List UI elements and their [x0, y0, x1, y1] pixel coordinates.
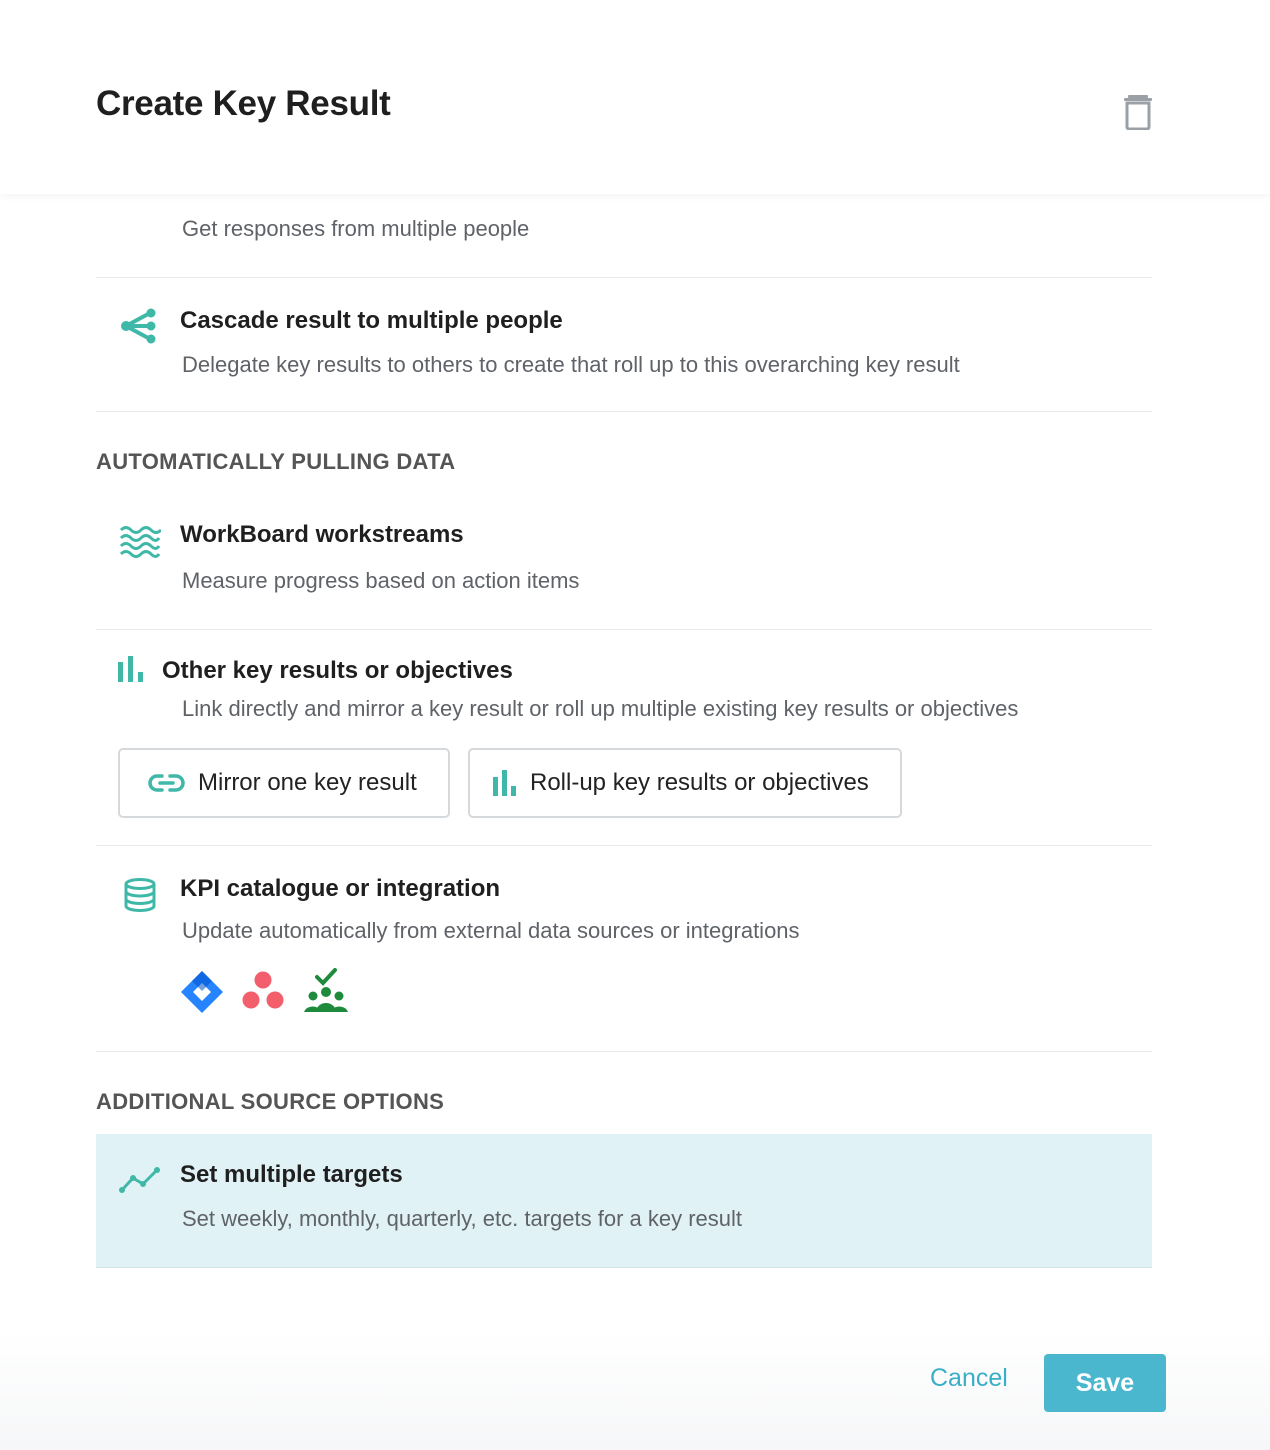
- option-description: Update automatically from external data sources or integrations: [182, 918, 800, 943]
- button-label: Roll-up key results or objectives: [530, 769, 869, 796]
- option-title: Other key results or objectives: [162, 657, 513, 684]
- option-description: Link directly and mirror a key result or roll up multiple existing key results or objectives: [182, 696, 1019, 721]
- mirror-key-result-button[interactable]: [118, 748, 450, 818]
- database-icon: [123, 878, 157, 912]
- cancel-button[interactable]: Cancel: [930, 1364, 1008, 1392]
- option-description: Set weekly, monthly, quarterly, etc. targets for a key result: [182, 1206, 743, 1231]
- page-title: Create Key Result: [96, 84, 391, 123]
- option-description: Delegate key results to others to create that roll up to this overarching key result: [182, 352, 960, 377]
- asana-icon: [240, 970, 286, 1012]
- divider: [96, 629, 1152, 630]
- waves-icon: [119, 524, 161, 560]
- divider: [96, 845, 1152, 846]
- bar-chart-icon: [117, 656, 147, 682]
- section-label-additional: ADDITIONAL SOURCE OPTIONS: [96, 1089, 445, 1114]
- team-check-icon: [302, 968, 350, 1014]
- multiple-people-description: Get responses from multiple people: [182, 216, 530, 241]
- bar-chart-icon: [492, 770, 518, 796]
- option-title: Set multiple targets: [180, 1161, 403, 1188]
- link-icon: [148, 772, 186, 794]
- option-description: Measure progress based on action items: [182, 568, 580, 593]
- trash-icon[interactable]: [1122, 94, 1154, 130]
- share-cascade-icon: [120, 308, 158, 344]
- button-label: Mirror one key result: [198, 769, 417, 796]
- option-title: Cascade result to multiple people: [180, 307, 563, 334]
- divider: [96, 1051, 1152, 1052]
- divider: [96, 277, 1152, 278]
- option-title: WorkBoard workstreams: [180, 521, 464, 548]
- divider: [96, 411, 1152, 412]
- save-button[interactable]: Save: [1044, 1354, 1166, 1412]
- trend-line-icon: [119, 1166, 161, 1194]
- section-label-auto: AUTOMATICALLY PULLING DATA: [96, 449, 456, 474]
- jira-icon: [180, 970, 226, 1014]
- option-title: KPI catalogue or integration: [180, 875, 501, 902]
- option-multiple-targets[interactable]: [96, 1134, 1152, 1268]
- modal-header: [0, 0, 1270, 194]
- rollup-key-results-button[interactable]: [468, 748, 902, 818]
